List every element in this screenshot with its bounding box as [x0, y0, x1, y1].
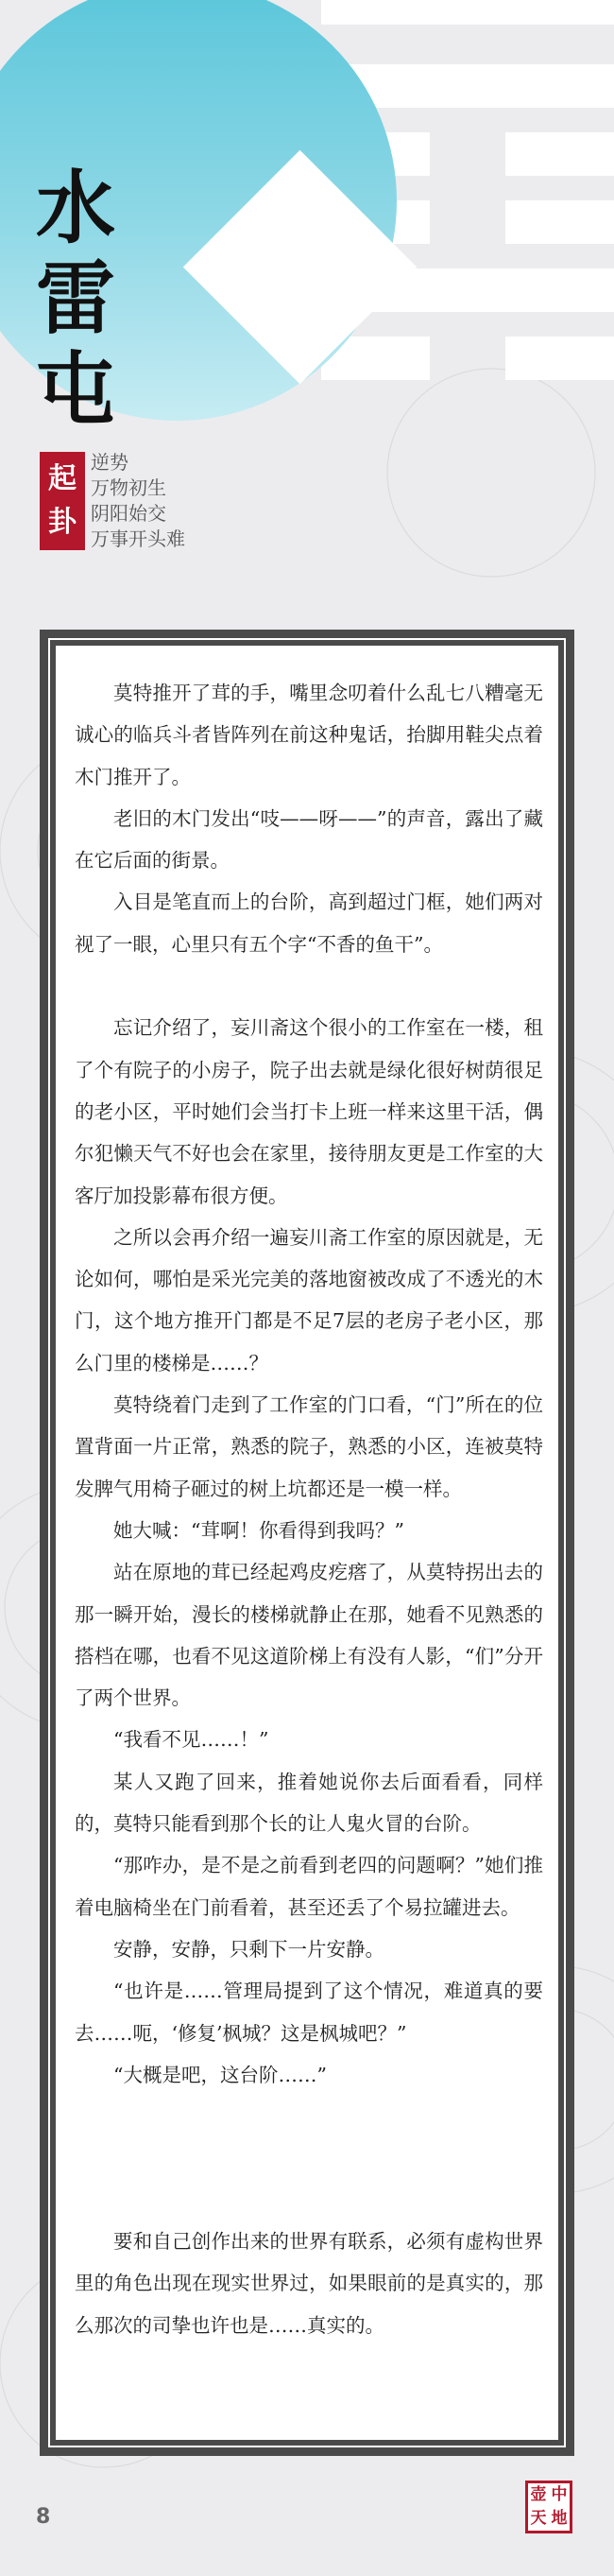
qigua-tag: [40, 452, 85, 550]
paragraph: 入目是笔直而上的台阶，高到超过门框，她们两对视了一眼，心里只有五个字“不香的鱼干”。: [75, 890, 543, 956]
paragraph: 她大喊：“茸啊！你看得到我吗？”: [113, 1518, 404, 1542]
tag-char: 起: [48, 462, 77, 495]
paragraph: 要和自己创作出来的世界有联系，必须有虚构世界里的角色出现在现实世界过，如果眼前的是真实的，那么那次的司挚也许也是……真实的。: [75, 2230, 543, 2337]
paragraph: 老旧的木门发出“吱——呀——”的声音，露出了藏在它后面的街景。: [75, 806, 543, 873]
paragraph: “我看不见……！”: [113, 1728, 269, 1752]
paragraph: “也许是……管理局提到了这个情况，难道真的要去……呃，‘修复’枫城？这是枫城吧？”: [75, 1980, 543, 2045]
title-char: 屯: [36, 343, 116, 436]
paragraph: 忘记介绍了，妄川斋这个很小的工作室在一楼，租了个有院子的小房子，院子出去就是绿化很好树荫很足的老小区，平时她们会当打卡上班一样来这里干活，偶尔犯懒天气不好也会在家里，接待朋友更是工作室的大客厅加投影幕布很方便。: [75, 1016, 543, 1207]
story-panel: [56, 646, 558, 2440]
title-char: 雷: [36, 252, 116, 345]
tag-char: 卦: [48, 506, 77, 539]
seal-char: 地: [551, 2509, 568, 2528]
paragraph: 之所以会再介绍一遍妄川斋工作室的原因就是，无论如何，哪怕是采光完美的落地窗被改成了不透光的木门，这个地方推开门都是不足7层的老房子老小区，那么门里的楼梯是……？: [75, 1225, 543, 1374]
paragraph: “那咋办，是不是之前看到老四的问题啊？”她们推着电脑椅坐在门前看着，甚至还丢了个易拉罐进去。: [75, 1854, 543, 1919]
hexagram-title: [36, 163, 159, 435]
keyword: 万事开头难: [91, 527, 185, 550]
paragraph: “大概是吧，这台阶……”: [113, 2063, 327, 2086]
keyword: 万物初生: [91, 476, 166, 499]
paragraph: 站在原地的茸已经起鸡皮疙瘩了，从莫特拐出去的那一瞬开始，漫长的楼梯就静止在那，她看不见熟悉的搭档在哪，也看不见这道阶梯上有没有人影，“们”分开了两个世界。: [75, 1561, 543, 1710]
content-frame: [40, 630, 574, 2456]
paragraph: 安静，安静，只剩下一片安静。: [113, 1937, 384, 1961]
paragraph: 某人又跑了回来，推着她说你去后面看看，同样的，莫特只能看到那个长的让人鬼火冒的台阶。: [75, 1770, 543, 1836]
paragraph: 莫特绕着门走到了工作室的门口看，“门”所在的位置背面一片正常，熟悉的院子，熟悉的小区，连被莫特发脾气用椅子砸过的树上坑都还是一模一样。: [75, 1393, 543, 1500]
story-text: [75, 672, 543, 2346]
keywords-list: [91, 450, 185, 552]
seal-stamp: [525, 2481, 572, 2533]
page-number: 8: [36, 2505, 51, 2529]
paragraph: 莫特推开了茸的手，嘴里念叨着什么乱七八糟毫无诚心的临兵斗者皆阵列在前这种鬼话，抬脚用鞋尖点着木门推开了。: [75, 682, 543, 788]
keyword: 阴阳始交: [91, 502, 166, 525]
title-char: 水: [36, 162, 116, 254]
seal-char: 壶: [530, 2485, 547, 2504]
seal-char: 天: [530, 2509, 547, 2528]
keyword: 逆势: [91, 451, 128, 474]
seal-char: 中: [551, 2485, 568, 2504]
